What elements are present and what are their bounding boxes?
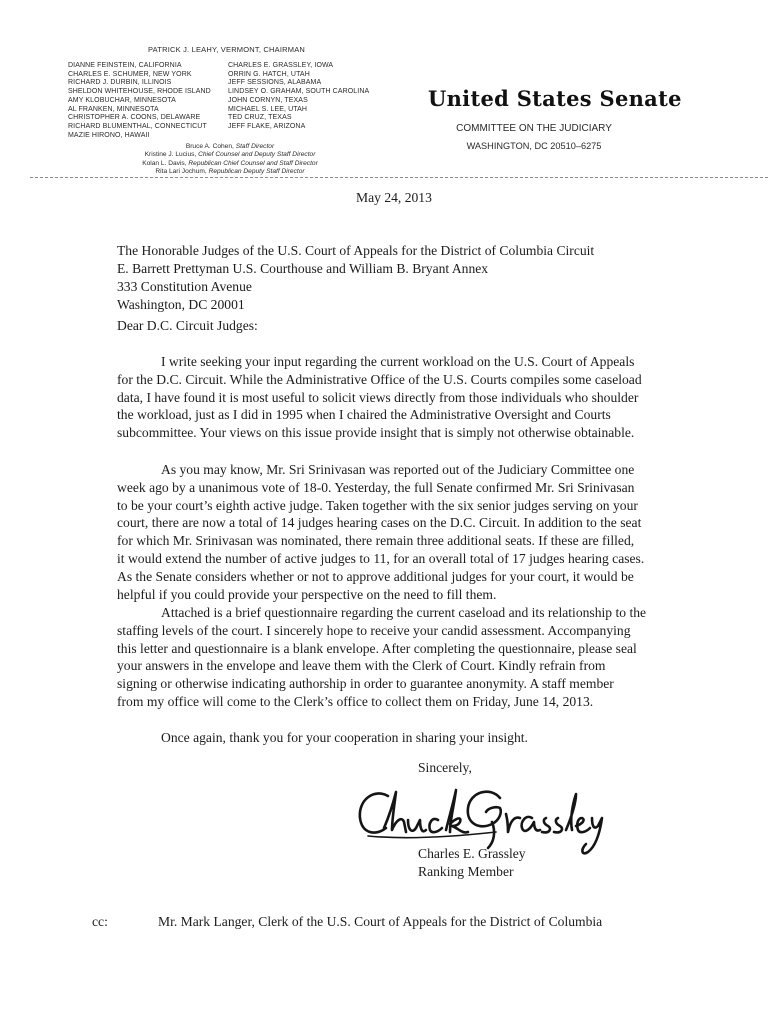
staff-line [0,151,460,159]
member-name: LINDSEY O. GRAHAM, SOUTH CAROLINA [228,88,370,96]
member-name: SHELDON WHITEHOUSE, RHODE ISLAND [68,88,211,96]
paragraph-line: the workload, just as I did in 1995 when I chaired the Administrative Oversight and Courts [117,407,611,423]
member-name: JOHN CORNYN, TEXAS [228,96,308,104]
paragraph-line: for the D.C. Circuit. While the Administrative Office of the U.S. Courts compiles some caseload [117,371,642,387]
minority-members [228,62,369,132]
paragraph-line: court, there are now a total of 14 judges hearing cases on the D.C. Circuit. In addition to the seat [117,515,642,531]
member-name: RICHARD BLUMENTHAL, CONNECTICUT [68,122,207,130]
member-name: CHARLES E. SCHUMER, NEW YORK [68,70,192,78]
member-name: DIANNE FEINSTEIN, CALIFORNIA [68,62,182,69]
paragraph-line: week ago by a unanimous vote of 18-0. Yesterday, the full Senate confirmed Mr. Sri Srinivasan [117,479,635,495]
staff-name: Bruce A. Cohen, [185,143,234,150]
member-name: AL FRANKEN, MINNESOTA [68,105,159,113]
paragraph-line: signing or otherwise indicating authorship in order to guarantee anonymity. A staff member [117,676,614,692]
letterhead-divider [30,177,768,178]
address-line: The Honorable Judges of the U.S. Court of Appeals for the District of Columbia Circuit [117,243,595,258]
paragraph-line: staffing levels of the court. I sincerely hope to receive your candid assessment. Accompanying [117,622,631,638]
staff-name: Kristine J. Lucius, [144,151,197,159]
cc-line [92,914,602,930]
member-name: CHRISTOPHER A. COONS, DELAWARE [68,114,201,122]
paragraph-4 [117,729,649,747]
paragraph-line: As you may know, Mr. Sri Srinivasan was reported out of the Judiciary Committee one [161,462,635,477]
staff-name: Kolan L. Davis, [142,159,187,167]
member-name: JEFF FLAKE, ARIZONA [228,122,306,130]
paragraph-line: data, I have found it is most useful to solicit views directly from those individuals who shoulder [117,389,639,405]
address-line: E. Barrett Prettyman U.S. Courthouse and William B. Bryant Annex [117,261,489,276]
cc-label: cc: [92,914,108,929]
address-line: Washington, DC 20001 [117,297,245,312]
paragraph-line: your answers in the envelope and leave them with the Clerk of Court. Kindly refrain from [117,658,606,674]
paragraph-line: this letter and questionnaire is a blank envelope. After completing the questionnaire, please seal [117,640,637,656]
member-name: RICHARD J. DURBIN, ILLINOIS [68,79,172,87]
member-name: MICHAEL S. LEE, UTAH [228,105,308,113]
recipient-address [117,242,594,314]
closing: Sincerely, [418,760,472,775]
staff-line [0,160,460,168]
paragraph-1 [117,353,649,442]
salutation: Dear D.C. Circuit Judges: [117,318,258,333]
committee-name: COMMITTEE ON THE JUDICIARY [456,123,612,134]
signer-block [418,845,526,881]
address-line: 333 Constitution Avenue [117,279,252,294]
committee-chairman: PATRICK J. LEAHY, VERMONT, CHAIRMAN [148,45,306,54]
cc-recipient: Mr. Mark Langer, Clerk of the U.S. Court of Appeals for the District of Columbia [158,914,603,929]
signer-title: Ranking Member [418,864,514,879]
paragraph-line: from my office will come to the Clerk’s office to collect them on Friday, June 14, 2013. [117,693,594,709]
staff-title: Chief Counsel and Deputy Staff Director [198,151,316,159]
member-name: TED CRUZ, TEXAS [228,114,292,122]
signer-name: Charles E. Grassley [418,846,526,861]
paragraph-line: helpful if you could provide your perspective on the need to fill them. [117,586,497,602]
committee-address: WASHINGTON, DC 20510–6275 [466,141,602,151]
member-name: ORRIN G. HATCH, UTAH [228,70,310,78]
paragraph-line: for which Mr. Srinivasan was nominated, there remain three additional seats. If these are filled, [117,533,635,549]
letter-date: May 24, 2013 [356,190,432,205]
member-name: MAZIE HIRONO, HAWAII [68,131,150,139]
staff-title: Republican Chief Counsel and Staff Director [188,159,318,167]
paragraph-line: Once again, thank you for your cooperation in sharing your insight. [161,730,528,745]
staff-line [0,143,460,151]
member-name: CHARLES E. GRASSLEY, IOWA [228,62,334,69]
member-name: JEFF SESSIONS, ALABAMA [228,79,322,87]
paragraph-line: to be your court’s eighth active judge. Taken together with the six senior judges serving on your [117,497,638,513]
paragraph-3 [117,604,649,711]
staff-line [0,168,460,176]
paragraph-line: it would extend the number of active judges to 11, for an overall total of 17 judges hearing cases. [117,550,645,566]
majority-members [68,62,211,140]
member-name: AMY KLOBUCHAR, MINNESOTA [68,96,176,104]
paragraph-line: Attached is a brief questionnaire regarding the current caseload and its relationship to the [161,605,647,620]
paragraph-line: I write seeking your input regarding the current workload on the U.S. Court of Appeals [161,354,635,369]
paragraph-line: As the Senate considers whether or not to approve additional judges for your court, it would be [117,568,634,584]
staff-name: Rita Lari Jochum, [155,168,207,176]
staff-title: Republican Deputy Staff Director [208,168,305,176]
paragraph-2 [117,461,649,603]
staff-directory [0,143,460,177]
staff-title: Staff Director [235,143,275,150]
senate-title: United States Senate [428,86,682,111]
paragraph-line: subcommittee. Your views on this issue provide insight that is simply not otherwise obtainable. [117,425,635,441]
